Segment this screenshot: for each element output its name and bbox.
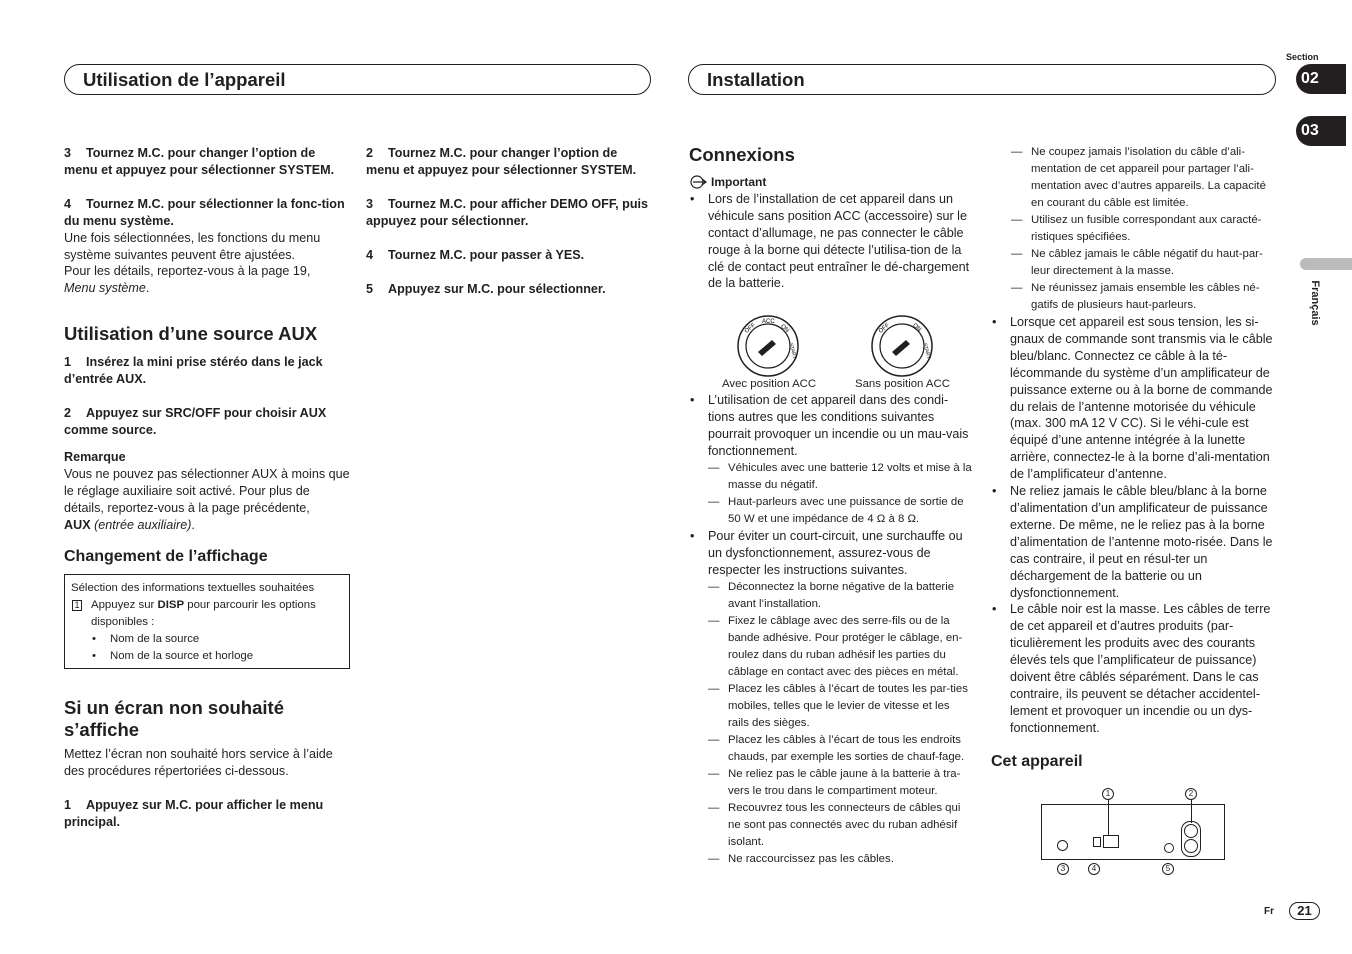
important-label bbox=[689, 174, 973, 191]
ign-start: START bbox=[921, 342, 932, 360]
section-02-tab bbox=[1296, 64, 1346, 94]
step-text: Tournez M.C. pour sélectionner la fonc-tion du menu système. bbox=[64, 196, 345, 228]
column-1 bbox=[64, 145, 350, 831]
callout-2: 2 bbox=[1185, 788, 1197, 800]
ign-off: OFF bbox=[877, 322, 891, 336]
step-4-ref: Pour les détails, reportez-vous à la page 19, Menu système. bbox=[64, 264, 311, 296]
dash-5: — Ne reliez pas le câble jaune à la batterie à tra-vers le trou dans le compartiment moteur. bbox=[708, 766, 973, 800]
dash-b2-2: — Haut-parleurs avec une puissance de sortie de 50 W et une impédance de 4 Ω à 8 Ω. bbox=[708, 494, 973, 528]
column-3 bbox=[689, 144, 973, 868]
bullet-3 bbox=[689, 528, 973, 868]
step-text: Tournez M.C. pour changer l’option de menu et appuyez pour sélectionner SYSTEM. bbox=[366, 146, 637, 177]
bullet-2-text: L’utilisation de cet appareil dans des condi-tions autres que les conditions suivantes pourrait provoquer un incendie ou un mau-vais fonctionnement. bbox=[708, 393, 969, 459]
box-item-number: 1 bbox=[72, 600, 82, 611]
disp-key: DISP bbox=[157, 599, 185, 612]
dash-c4-3: — Ne câblez jamais le câble négatif du haut-par-leur directement à la masse. bbox=[1011, 246, 1277, 280]
bullet-2 bbox=[689, 392, 973, 528]
aux-title: Utilisation d’une source AUX bbox=[64, 323, 318, 345]
rca-frame bbox=[1181, 821, 1201, 857]
column-4 bbox=[991, 144, 1277, 772]
section-label: Section bbox=[1286, 52, 1319, 62]
box-bullet-2: • Nom de la source et horloge bbox=[91, 648, 343, 665]
header-left-title: Utilisation de l’appareil bbox=[83, 69, 286, 90]
warning-hand-icon bbox=[689, 175, 711, 189]
step-3b bbox=[366, 196, 654, 230]
step-number: 5 bbox=[366, 281, 374, 296]
dash-b2-1: — Véhicules avec une batterie 12 volts et mise à la masse du négatif. bbox=[708, 460, 973, 494]
dash-6: — Recouvrez tous les connecteurs de câbles qui ne sont pas connectés avec du ruban adhésif isolant. bbox=[708, 800, 973, 851]
box-item-1 bbox=[71, 597, 343, 631]
step-text: Appuyez sur M.C. pour sélectionner. bbox=[388, 281, 606, 296]
remark-aux: AUX bbox=[64, 517, 91, 532]
dash-1: — Déconnectez la borne négative de la batterie avant l’installation. bbox=[708, 579, 973, 613]
header-right bbox=[688, 64, 1276, 95]
bullet-1: • Lors de l’installation de cet appareil dans un véhicule sans position ACC (accessoire) sur le contact d’allumage, ne pas connecter le câble rouge à la borne qui détecte l’utilisa-tion de la clé de contact peut entraîner le dé-chargement de la batterie. bbox=[689, 191, 973, 292]
step-5 bbox=[366, 281, 654, 298]
screen-body: Mettez l’écran non souhaité hors service à l’aide des procédures répertoriées ci-dessous. bbox=[64, 747, 333, 779]
box-text: Appuyez sur bbox=[91, 599, 155, 612]
callout-4: 4 bbox=[1088, 863, 1100, 875]
language-tab bbox=[1300, 258, 1352, 270]
caption-noacc: Sans position ACC bbox=[855, 378, 950, 391]
step-2 bbox=[366, 145, 654, 179]
callout-5: 5 bbox=[1162, 863, 1174, 875]
header-right-title: Installation bbox=[707, 69, 805, 90]
ign-off: OFF bbox=[743, 322, 757, 336]
step-number: 4 bbox=[366, 247, 374, 262]
step-text: Appuyez sur M.C. pour afficher le menu principal. bbox=[64, 798, 324, 830]
unit-diagram bbox=[1041, 786, 1227, 878]
connector-clip bbox=[1093, 837, 1101, 847]
column-2 bbox=[366, 145, 654, 297]
aux-step-1 bbox=[64, 354, 350, 388]
remark-body: Vous ne pouvez pas sélectionner AUX à moins que le réglage auxiliaire soit activé. Pour plus de détails, reportez-vous à la page précédente, AUX (entrée auxiliaire). bbox=[64, 466, 350, 532]
step-4-body: Une fois sélectionnées, les fonctions du menu système suivantes peuvent être ajustées. bbox=[64, 230, 321, 262]
header-left bbox=[64, 64, 651, 95]
step-number: 2 bbox=[366, 146, 374, 160]
page-lang: Fr bbox=[1264, 906, 1274, 917]
step-text: Appuyez sur SRC/OFF pour choisir AUX comme source. bbox=[64, 406, 327, 437]
section-03-tab bbox=[1296, 116, 1346, 146]
ignition-noacc-icon bbox=[870, 314, 934, 378]
aux-step-2 bbox=[64, 405, 350, 439]
callout-1: 1 bbox=[1102, 788, 1114, 800]
step-4b bbox=[366, 247, 654, 264]
ref-text: Pour les détails, reportez-vous à la page 19, bbox=[64, 264, 311, 279]
ign-acc: ACC bbox=[762, 319, 775, 326]
step-text: Insérez la mini prise stéréo dans le jack d’entrée AUX. bbox=[64, 355, 323, 387]
ign-on: ON bbox=[779, 323, 790, 335]
bullet-3-text: Pour éviter un court-circuit, une surchauffe ou un dysfonctionnement, assurez-vous de respecter les instructions suivantes. bbox=[708, 528, 963, 577]
step-text: Tournez M.C. pour passer à YES. bbox=[388, 247, 585, 262]
dash-c4-2: — Utilisez un fusible correspondant aux caracté-ristiques spécifiées. bbox=[1011, 212, 1277, 246]
language-label: Français bbox=[1309, 280, 1321, 326]
display-box bbox=[64, 574, 350, 669]
step-4 bbox=[64, 196, 350, 230]
menu-step-1 bbox=[64, 797, 350, 831]
bullet-c4-1: • Lorsque cet appareil est sous tension, les si-gnaux de commande sont transmis via le câble bleu/blanc. Connectez ce câble à la té-lécommande du système d’un amplificateur de puissance externe ou à la borne de commande du relais de l’antenne motorisée du véhicule (max. 300 mA 12 V CC). Si le véhi-cule est équipé d’une antenne intégrée à la lunette arrière, connectez-le à la borne d’ali-mentation de l’amplificateur d’antenne. bbox=[991, 314, 1277, 483]
bullet-c4-3: • Le câble noir est la masse. Les câbles de terre de cet appareil et d’autres produits (par-ticulièrement les produits avec des courants élevés tels que l’amplificateur de puissance) doivent être câblés séparément. Dans le cas contraire, ils peuvent se détacher accidentel-lement et provoquer un incendie ou un dys-fonctionnement. bbox=[991, 601, 1277, 736]
remark-aux-link: (entrée auxiliaire) bbox=[94, 517, 192, 532]
antenna-hole bbox=[1164, 843, 1174, 853]
leader-1 bbox=[1108, 799, 1109, 835]
page-number-text: 21 bbox=[1297, 903, 1312, 918]
page-number bbox=[1289, 902, 1320, 920]
dash-c4-4: — Ne réunissez jamais ensemble les câbles né-gatifs de plusieurs haut-parleurs. bbox=[1011, 280, 1277, 314]
step-number: 2 bbox=[64, 406, 72, 421]
step-text: Tournez M.C. pour afficher DEMO OFF, puis appuyez pour sélectionner. bbox=[366, 196, 649, 228]
callout-3: 3 bbox=[1057, 863, 1069, 875]
ign-on: ON bbox=[911, 322, 922, 334]
ignition-figures bbox=[689, 292, 973, 392]
box-text: pour parcourir les options disponibles : bbox=[91, 599, 316, 629]
box-title: Sélection des informations textuelles souhaitées bbox=[71, 582, 315, 595]
step-number: 4 bbox=[64, 196, 72, 211]
dash-c4-1: — Ne coupez jamais l’isolation du câble d’ali-mentation de cet appareil pour partager l’ali-mentation avec d’autres appareils. La capacité en courant du câble est limitée. bbox=[1011, 144, 1277, 212]
ign-start: START bbox=[787, 342, 798, 360]
leader-2 bbox=[1191, 799, 1192, 823]
dash-4: — Placez les câbles à l’écart de tous les endroits chauds, par exemple les sorties de chauf-fage. bbox=[708, 732, 973, 766]
ignition-acc-icon bbox=[736, 314, 800, 378]
step-number: 1 bbox=[64, 355, 72, 370]
connector-port bbox=[1103, 835, 1119, 848]
step-number: 1 bbox=[64, 798, 72, 813]
bullet-c4-2: • Ne reliez jamais le câble bleu/blanc à la borne d’alimentation d’un amplificateur de puissance externe. De même, ne le reliez pas à la borne d’alimentation de l’antenne moto-risée. Dans le cas contraire, il peut en résul-ter un déchargement de la batterie ou un dysfonctionnement. bbox=[991, 483, 1277, 601]
unit-title: Cet appareil bbox=[991, 752, 1083, 770]
step-3 bbox=[64, 145, 350, 179]
screen-title: Si un écran non souhaité s’affiche bbox=[64, 697, 284, 741]
box-bullet-1: • Nom de la source bbox=[91, 631, 343, 648]
dash-3: — Placez les câbles à l’écart de toutes les par-ties mobiles, telles que le levier de vitesse et les rails des sièges. bbox=[708, 681, 973, 732]
connexions-title: Connexions bbox=[689, 144, 795, 165]
dash-2: — Fixez le câblage avec des serre-fils ou de la bande adhésive. Pour protéger le câblage, en-roulez dans du ruban adhésif les parties du câblage en contact avec des pièces en métal. bbox=[708, 613, 973, 681]
step-number: 3 bbox=[64, 146, 72, 160]
caption-acc: Avec position ACC bbox=[722, 378, 817, 391]
ref-link: Menu système bbox=[64, 281, 146, 296]
section-03-label: 03 bbox=[1301, 122, 1319, 139]
dash-7: — Ne raccourcissez pas les câbles. bbox=[708, 851, 973, 868]
remark-text: Vous ne pouvez pas sélectionner AUX à moins que le réglage auxiliaire soit activé. Pour plus de détails, reportez-vous à la page précédente, bbox=[64, 466, 350, 515]
ground-hole bbox=[1057, 840, 1068, 851]
remark-title: Remarque bbox=[64, 449, 126, 464]
important-text: Important bbox=[711, 175, 767, 189]
step-text: Tournez M.C. pour changer l’option de menu et appuyez pour sélectionner SYSTEM. bbox=[64, 146, 335, 177]
step-number: 3 bbox=[366, 196, 374, 211]
section-02-label: 02 bbox=[1301, 70, 1319, 87]
display-title: Changement de l’affichage bbox=[64, 548, 268, 566]
